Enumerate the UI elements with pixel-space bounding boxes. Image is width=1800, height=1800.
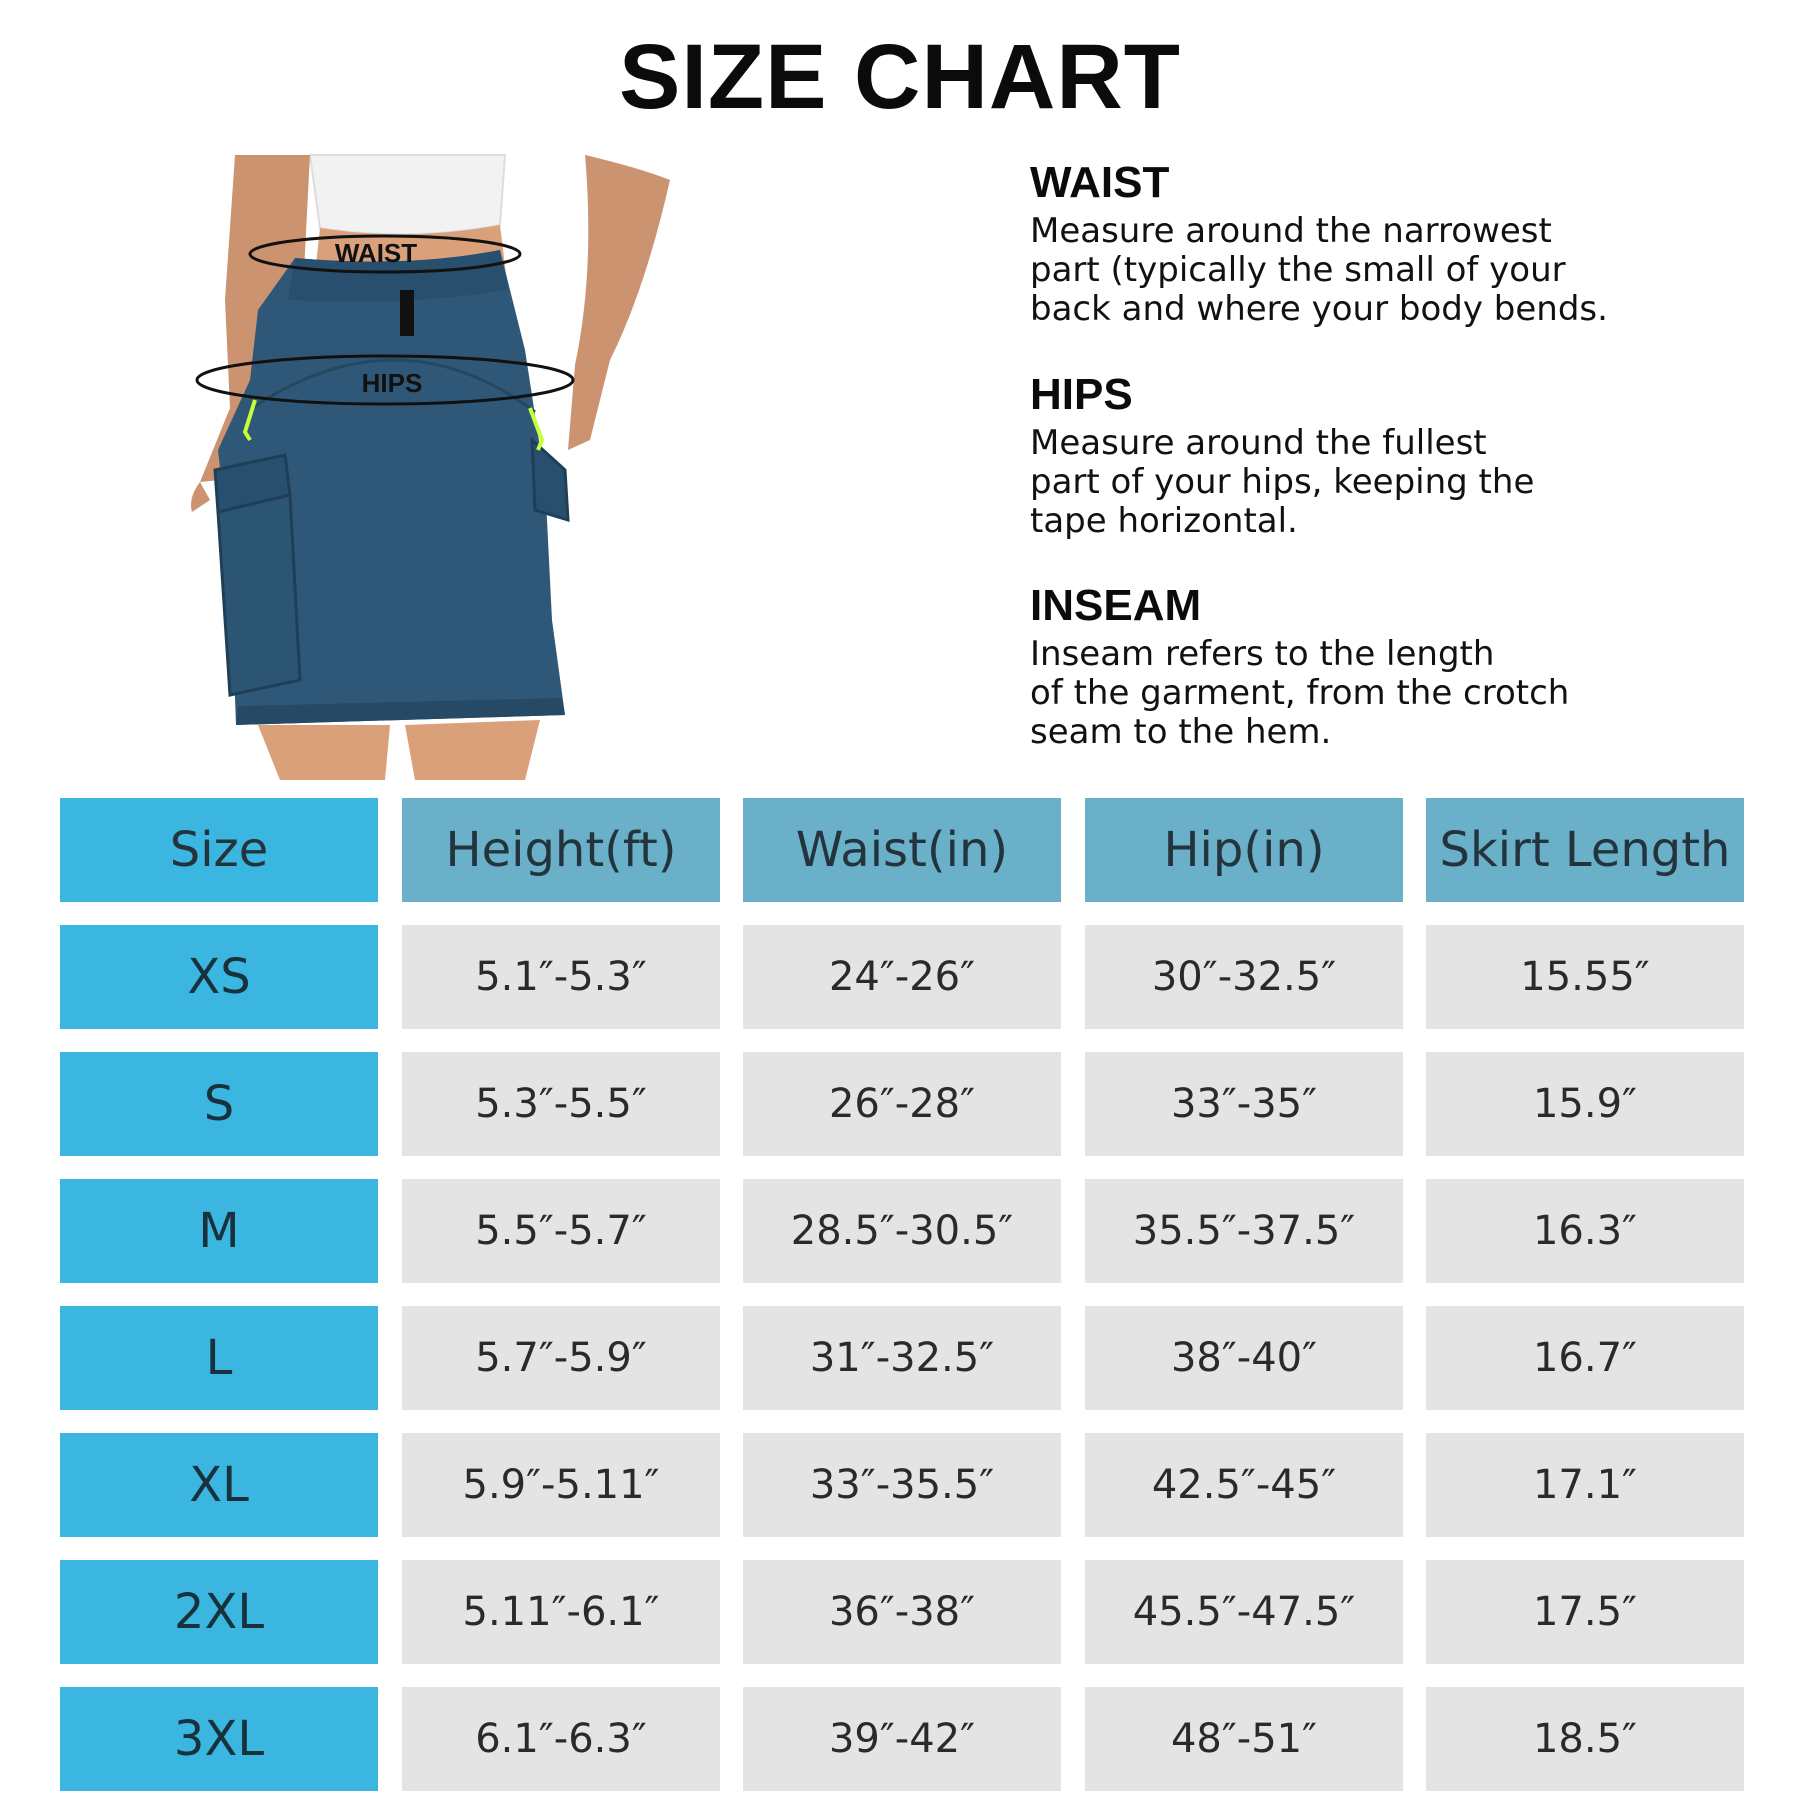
table-row bbox=[60, 1306, 1744, 1410]
size-cell: M bbox=[60, 1179, 378, 1283]
size-cell: S bbox=[60, 1052, 378, 1156]
inseam-description bbox=[1030, 581, 1750, 752]
desc-text bbox=[1030, 635, 1750, 752]
hip-cell: 38″-40″ bbox=[1085, 1306, 1403, 1410]
table-header-row bbox=[60, 798, 1744, 902]
desc-heading: INSEAM bbox=[1030, 581, 1202, 630]
skirt-length-cell: 17.5″ bbox=[1426, 1560, 1744, 1664]
skirt-length-cell: 16.3″ bbox=[1426, 1179, 1744, 1283]
table-row bbox=[60, 1560, 1744, 1664]
table-row bbox=[60, 1179, 1744, 1283]
desc-text bbox=[1030, 424, 1750, 541]
header-cell-height: Height(ft) bbox=[402, 798, 720, 902]
waist-cell: 33″-35.5″ bbox=[743, 1433, 1061, 1537]
table-row bbox=[60, 1433, 1744, 1537]
height-cell: 5.1″-5.3″ bbox=[402, 925, 720, 1029]
height-cell: 5.5″-5.7″ bbox=[402, 1179, 720, 1283]
desc-line: back and where your body bends. bbox=[1030, 289, 1608, 329]
hip-cell: 33″-35″ bbox=[1085, 1052, 1403, 1156]
desc-text bbox=[1030, 212, 1750, 329]
waist-cell: 28.5″-30.5″ bbox=[743, 1179, 1061, 1283]
size-cell: 3XL bbox=[60, 1687, 378, 1791]
desc-line: Inseam refers to the length bbox=[1030, 634, 1495, 674]
header-cell-size: Size bbox=[60, 798, 378, 902]
right-arm bbox=[568, 155, 670, 450]
hip-cell: 30″-32.5″ bbox=[1085, 925, 1403, 1029]
skirt-length-cell: 17.1″ bbox=[1426, 1433, 1744, 1537]
size-cell: XL bbox=[60, 1433, 378, 1537]
waist-cell: 39″-42″ bbox=[743, 1687, 1061, 1791]
right-cargo-pocket bbox=[532, 440, 568, 520]
height-cell: 5.9″-5.11″ bbox=[402, 1433, 720, 1537]
skirt-illustration bbox=[170, 150, 770, 780]
hip-cell: 45.5″-47.5″ bbox=[1085, 1560, 1403, 1664]
height-cell: 5.11″-6.1″ bbox=[402, 1560, 720, 1664]
waist-label: WAIST bbox=[334, 238, 418, 268]
desc-heading: WAIST bbox=[1030, 158, 1170, 207]
desc-line: tape horizontal. bbox=[1030, 501, 1298, 541]
hip-cell: 35.5″-37.5″ bbox=[1085, 1179, 1403, 1283]
height-cell: 6.1″-6.3″ bbox=[402, 1687, 720, 1791]
header-cell-waist: Waist(in) bbox=[743, 798, 1061, 902]
desc-line: Measure around the fullest bbox=[1030, 423, 1487, 463]
skirt-length-cell: 16.7″ bbox=[1426, 1306, 1744, 1410]
page-title: SIZE CHART bbox=[619, 26, 1181, 128]
height-cell: 5.7″-5.9″ bbox=[402, 1306, 720, 1410]
waist-cell: 24″-26″ bbox=[743, 925, 1061, 1029]
height-cell: 5.3″-5.5″ bbox=[402, 1052, 720, 1156]
waist-description bbox=[1030, 158, 1750, 329]
hip-cell: 48″-51″ bbox=[1085, 1687, 1403, 1791]
hips-label: HIPS bbox=[361, 368, 423, 398]
desc-line: of the garment, from the crotch bbox=[1030, 673, 1570, 713]
waist-cell: 31″-32.5″ bbox=[743, 1306, 1061, 1410]
header-cell-skirt-length: Skirt Length bbox=[1426, 798, 1744, 902]
skirt-length-cell: 18.5″ bbox=[1426, 1687, 1744, 1791]
desc-line: part (typically the small of your bbox=[1030, 250, 1566, 290]
table-row bbox=[60, 925, 1744, 1029]
table-row bbox=[60, 1687, 1744, 1791]
desc-line: seam to the hem. bbox=[1030, 712, 1332, 752]
desc-line: part of your hips, keeping the bbox=[1030, 462, 1535, 502]
desc-line: Measure around the narrowest bbox=[1030, 211, 1552, 251]
size-cell: XS bbox=[60, 925, 378, 1029]
skirt-length-cell: 15.9″ bbox=[1426, 1052, 1744, 1156]
size-cell: L bbox=[60, 1306, 378, 1410]
size-cell: 2XL bbox=[60, 1560, 378, 1664]
table-row bbox=[60, 1052, 1744, 1156]
waist-cell: 36″-38″ bbox=[743, 1560, 1061, 1664]
hips-description bbox=[1030, 370, 1750, 541]
waist-cell: 26″-28″ bbox=[743, 1052, 1061, 1156]
crop-top bbox=[310, 155, 505, 234]
hip-cell: 42.5″-45″ bbox=[1085, 1433, 1403, 1537]
header-cell-hip: Hip(in) bbox=[1085, 798, 1403, 902]
desc-heading: HIPS bbox=[1030, 370, 1133, 419]
legs bbox=[258, 725, 390, 780]
skirt-length-cell: 15.55″ bbox=[1426, 925, 1744, 1029]
